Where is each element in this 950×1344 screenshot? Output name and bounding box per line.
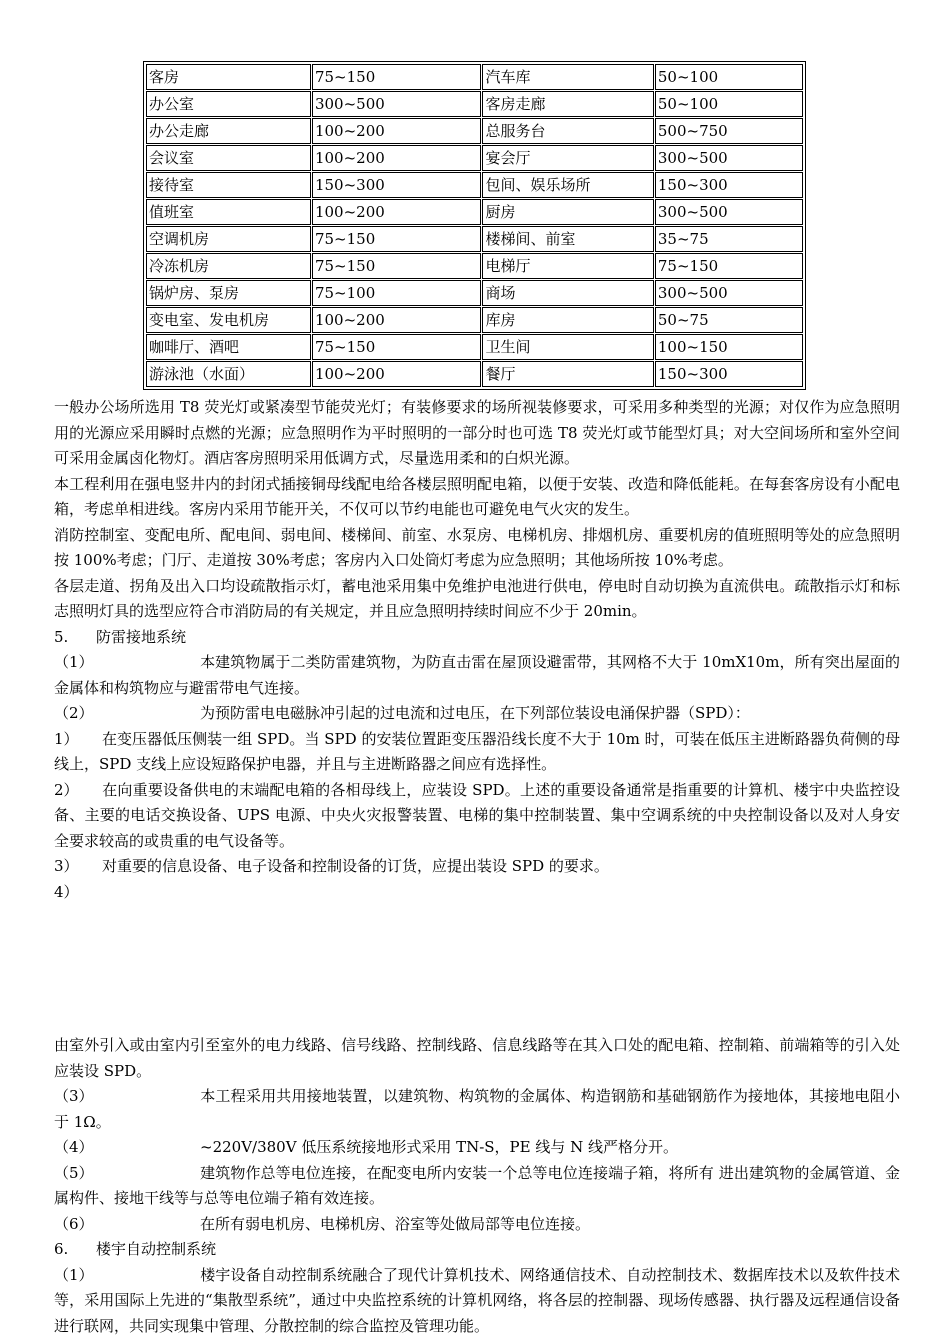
table-cell-illuminance: 100~200	[312, 118, 482, 144]
table-cell-illuminance: 100~200	[312, 145, 482, 171]
table-cell-illuminance: 500~750	[655, 118, 803, 144]
table-cell-illuminance: 75~150	[312, 334, 482, 360]
table-cell-illuminance: 100~150	[655, 334, 803, 360]
illuminance-table-body	[146, 64, 803, 387]
table-cell-illuminance: 75~150	[312, 64, 482, 90]
table-row	[146, 307, 803, 333]
table-row	[146, 118, 803, 144]
table-cell-place: 游泳池（水面）	[146, 361, 311, 387]
item-5-6-text: 在所有弱电机房、电梯机房、浴室等处做局部等电位连接。	[200, 1214, 591, 1233]
table-cell-illuminance: 75~150	[312, 253, 482, 279]
illuminance-table	[143, 61, 806, 390]
table-row	[146, 226, 803, 252]
item-5-4-number: （4）	[54, 1138, 94, 1156]
table-cell-illuminance: 35~75	[655, 226, 803, 252]
table-cell-place: 餐厅	[482, 361, 653, 387]
item-5-3-text: 本工程采用共用接地装置，以建筑物、构筑物的金属体、构造钢筋和基础钢筋作为接地体，其接地电阻小于 1Ω。	[54, 1087, 900, 1131]
item-5-2	[54, 701, 900, 727]
item-5-5-text: 建筑物作总等电位连接，在配变电所内安装一个总等电位连接端子箱，将所有 进出建筑物的金属管道、金属构件、接地干线等与总等电位端子箱有效连接。	[54, 1163, 900, 1207]
table-row	[146, 64, 803, 90]
table-row	[146, 199, 803, 225]
table-row	[146, 334, 803, 360]
list-item-3-number: 3）	[54, 857, 79, 875]
table-cell-illuminance: 150~300	[655, 172, 803, 198]
list-item-4-text: 由室外引入或由室内引至室外的电力线路、信号线路、控制线路、信息线路等在其入口处的配电箱、控制箱、前端箱等的引入处应装设 SPD。	[54, 1036, 900, 1080]
table-cell-place: 锅炉房、泵房	[146, 280, 311, 306]
table-cell-place: 电梯厅	[482, 253, 653, 279]
table-cell-place: 办公室	[146, 91, 311, 117]
section-6-number: 6.	[54, 1240, 69, 1258]
paragraph-busway-distribution: 本工程利用在强电竖井内的封闭式插接铜母线配电给各楼层照明配电箱，以便于安装、改造和降低能耗。在每套客房设有小配电箱，考虑单相进线。客房内采用节能开关，不仅可以节约电能也可避免电气火灾的发生。	[54, 474, 900, 518]
item-6-1-number: （1）	[54, 1265, 94, 1284]
item-5-2-text: 为预防雷电电磁脉冲引起的过电流和过电压，在下列部位装设电涌保护器（SPD）：	[200, 704, 750, 722]
table-cell-illuminance: 50~100	[655, 91, 803, 117]
table-row	[146, 253, 803, 279]
table-row	[146, 91, 803, 117]
table-cell-place: 办公走廊	[146, 118, 311, 144]
table-row	[146, 361, 803, 387]
item-6-1-text: 楼宇设备自动控制系统融合了现代计算机技术、网络通信技术、自动控制技术、数据库技术以及软件技术等，采用国际上先进的“集散型系统”，通过中央监控系统的计算机网络，将各层的控制器、现场传感器、执行器及远程通信设备进行联网，共同实现集中管理、分散控制的综合监控及管理功能。	[54, 1265, 900, 1335]
blank-gap	[54, 905, 900, 1033]
table-cell-place: 卫生间	[482, 334, 653, 360]
table-cell-place: 总服务台	[482, 118, 653, 144]
item-5-4-text: ~220V/380V 低压系统接地形式采用 TN-S，PE 线与 N 线严格分开。	[200, 1138, 679, 1156]
table-cell-place: 变电室、发电机房	[146, 307, 311, 333]
list-item-2-text: 在向重要设备供电的末端配电箱的各相母线上，应装设 SPD。上述的重要设备通常是指重要的计算机、楼宇中央监控设备、主要的电话交换设备、UPS 电源、中央火灾报警装置、电梯的集中控制装置、集中空调系统的中央控制设备以及对人身安全要求较高的或贵重的电气设备等。	[54, 780, 900, 850]
table-cell-illuminance: 75~150	[655, 253, 803, 279]
item-5-3-number: （3）	[54, 1087, 94, 1105]
table-cell-place: 接待室	[146, 172, 311, 198]
table-cell-place: 客房	[146, 64, 311, 90]
table-cell-place: 商场	[482, 280, 653, 306]
list-item-1-number: 1）	[54, 729, 79, 748]
list-item-3	[54, 854, 900, 880]
item-5-1-number: （1）	[54, 653, 94, 671]
list-item-2-number: 2）	[54, 780, 79, 799]
table-cell-illuminance: 50~100	[655, 64, 803, 90]
paragraph-lighting-sources: 一般办公场所选用 T8 荧光灯或紧凑型节能荧光灯；有装修要求的场所视装修要求，可采用多种类型的光源；对仅作为应急照明用的光源应采用瞬时点燃的光源；应急照明作为平时照明的一部分时也可选 T8 荧光灯或节能型灯具；对大空间场所和室外空间可采用金属卤化物灯。酒店客房照明采用低调方式，尽量选用柔和的白炽光源。	[54, 398, 900, 467]
list-item-4-number: 4）	[54, 882, 79, 901]
paragraph-emergency-lighting: 消防控制室、变配电所、配电间、弱电间、楼梯间、前室、水泵房、电梯机房、排烟机房、重要机房的值班照明等处的应急照明按 100%考虑；门厅、走道按 30%考虑；客房内入口处筒灯考虑为应急照明；其他场所按 10%考虑。	[54, 525, 900, 569]
table-cell-place: 值班室	[146, 199, 311, 225]
table-cell-illuminance: 150~300	[312, 172, 482, 198]
table-cell-place: 空调机房	[146, 226, 311, 252]
table-cell-illuminance: 300~500	[312, 91, 482, 117]
table-cell-place: 冷冻机房	[146, 253, 311, 279]
table-row	[146, 280, 803, 306]
list-item-2	[54, 778, 900, 855]
section-6-heading	[54, 1237, 900, 1263]
section-5-title: 防雷接地系统	[96, 627, 187, 646]
table-cell-place: 宴会厅	[482, 145, 653, 171]
table-cell-place: 客房走廊	[482, 91, 653, 117]
table-cell-place: 厨房	[482, 199, 653, 225]
table-cell-place: 咖啡厅、酒吧	[146, 334, 311, 360]
table-cell-illuminance: 75~100	[312, 280, 482, 306]
section-6-title: 楼宇自动控制系统	[96, 1240, 217, 1258]
table-cell-illuminance: 100~200	[312, 307, 482, 333]
item-5-4	[54, 1135, 900, 1161]
item-5-2-number: （2）	[54, 704, 94, 722]
table-row	[146, 145, 803, 171]
table-cell-illuminance: 50~75	[655, 307, 803, 333]
list-item-1	[54, 727, 900, 778]
item-5-1	[54, 650, 900, 701]
section-5-heading	[54, 625, 900, 651]
list-item-3-text: 对重要的信息设备、电子设备和控制设备的订货，应提出装设 SPD 的要求。	[102, 857, 609, 875]
item-5-5-number: （5）	[54, 1163, 94, 1182]
table-cell-place: 楼梯间、前室	[482, 226, 653, 252]
table-cell-illuminance: 150~300	[655, 361, 803, 387]
item-5-6	[54, 1212, 900, 1238]
item-5-1-text: 本建筑物属于二类防雷建筑物，为防直击雷在屋顶设避雷带，其网格不大于 10mX10m，所有突出屋面的金属体和构筑物应与避雷带电气连接。	[54, 653, 900, 697]
document-body	[54, 395, 900, 1339]
list-item-1-text: 在变压器低压侧装一组 SPD。当 SPD 的安装位置距变压器沿线长度不大于 10m 时，可装在低压主进断路器负荷侧的母线上，SPD 支线上应设短路保护电器，并且与主进断路器之间应有选择性。	[54, 729, 900, 773]
table-row	[146, 172, 803, 198]
table-cell-place: 汽车库	[482, 64, 653, 90]
table-cell-illuminance: 300~500	[655, 145, 803, 171]
item-5-3	[54, 1084, 900, 1135]
table-cell-place: 会议室	[146, 145, 311, 171]
table-cell-illuminance: 300~500	[655, 199, 803, 225]
table-cell-illuminance: 100~200	[312, 361, 482, 387]
table-cell-illuminance: 300~500	[655, 280, 803, 306]
table-cell-illuminance: 100~200	[312, 199, 482, 225]
table-cell-place: 包间、娱乐场所	[482, 172, 653, 198]
paragraph-evacuation-signs: 各层走道、拐角及出入口均设疏散指示灯，蓄电池采用集中免维护电池进行供电，停电时自动切换为直流供电。疏散指示灯和标志照明灯具的选型应符合市消防局的有关规定，并且应急照明持续时间应不少于 20min。	[54, 576, 900, 620]
item-5-5	[54, 1161, 900, 1212]
item-5-6-number: （6）	[54, 1214, 94, 1233]
item-6-1	[54, 1263, 900, 1340]
table-cell-illuminance: 75~150	[312, 226, 482, 252]
section-5-number: 5.	[54, 627, 69, 646]
table-cell-place: 库房	[482, 307, 653, 333]
